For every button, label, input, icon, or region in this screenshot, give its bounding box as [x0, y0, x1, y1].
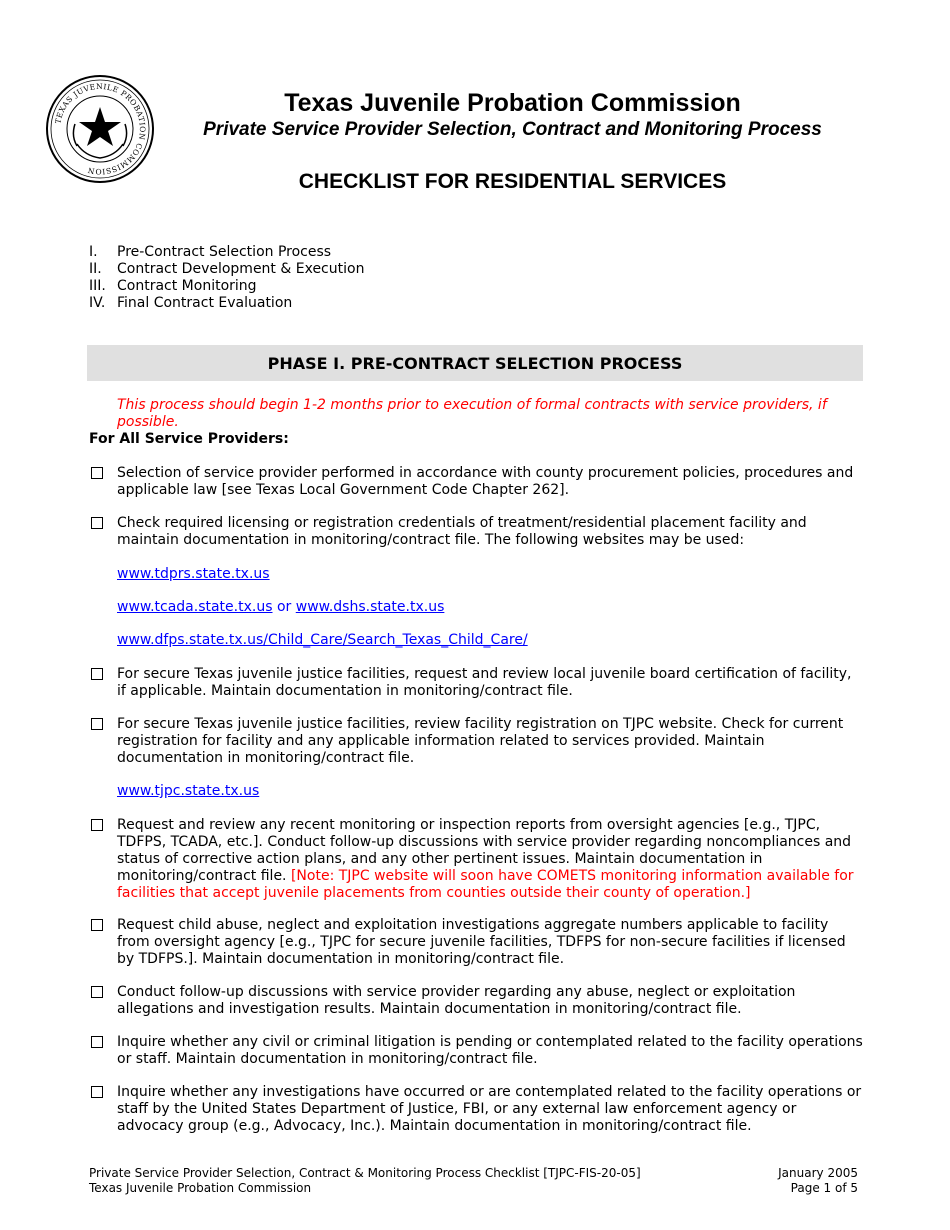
outline-item — [89, 295, 364, 312]
outline-label: Contract Development & Execution — [117, 261, 365, 277]
dfps-link[interactable]: www.dfps.state.tx.us/Child_Care/Search_Texas_Child_Care/ — [117, 632, 528, 648]
checkbox[interactable] — [91, 517, 103, 529]
checklist-item-text: Selection of service provider performed in accordance with county procurement policies, procedures and applicable law [see Texas Local Government Code Chapter 262]. — [117, 465, 854, 498]
page-footer — [89, 1166, 858, 1196]
checkbox[interactable] — [91, 718, 103, 730]
phase-intro-note: This process should begin 1-2 months prior to execution of formal contracts with service providers, if possible. — [117, 397, 827, 430]
checkbox[interactable] — [91, 986, 103, 998]
checklist-item-text: Request child abuse, neglect and exploitation investigations aggregate numbers applicable to facility from oversight agency [e.g., TJPC for secure juvenile facilities, TDFPS for non-secure facilities if licensed by TDFPS.]. Maintain documentation in monitoring/contract file. — [117, 917, 846, 967]
checklist-item-body — [117, 817, 864, 902]
footer-organization: Texas Juvenile Probation Commission — [89, 1181, 312, 1195]
dshs-link[interactable]: www.dshs.state.tx.us — [295, 599, 445, 615]
checklist-item-text: Check required licensing or registration credentials of treatment/residential placement facility and maintain documentation in monitoring/contract file. The following websites may be used: — [117, 515, 807, 548]
footer-document-title: Private Service Provider Selection, Contract & Monitoring Process Checklist [TJPC-FIS-20-05] — [89, 1166, 641, 1180]
checklist-item-text: For secure Texas juvenile justice facilities, request and review local juvenile board certification of facility, if applicable. Maintain documentation in monitoring/contract file. — [117, 666, 852, 699]
title-block — [180, 88, 845, 195]
seal-ring-text: TEXAS JUVENILE PROBATION COMMISSION — [53, 81, 148, 177]
outline-item — [89, 244, 364, 261]
checklist-item — [89, 465, 864, 499]
tjpc-link[interactable]: www.tjpc.state.tx.us — [117, 783, 260, 799]
checklist-item-text: Inquire whether any investigations have occurred or are contemplated related to the facility operations or staff by the United States Department of Justice, FBI, or any external law enforcement agency or advocacy group (e.g., Advocacy, Inc.). Maintain documentation in monitoring/contract file. — [117, 1084, 862, 1134]
phase-outline — [89, 244, 364, 312]
outline-number: III. — [89, 278, 106, 294]
checklist-item — [89, 1034, 864, 1068]
phase-heading — [87, 345, 863, 381]
website-link-row — [117, 632, 528, 649]
checkbox[interactable] — [91, 1086, 103, 1098]
comets-note: [Note: TJPC website will soon have COMETS monitoring information available for facilities that accept juvenile placements from counties outside their county of operation.] — [117, 868, 854, 901]
checklist-item — [89, 917, 864, 968]
checklist-item-text: Request and review any recent monitoring or inspection reports from oversight agencies [e.g., TJPC, TDFPS, TCADA, etc.]. Conduct follow-up discussions with service provider regarding noncompliances and status of corrective action plans, and any other pertinent issues. Maintain documentation in monitoring/contract file. — [117, 817, 852, 884]
footer-date: January 2005 — [778, 1166, 858, 1180]
tdprs-link[interactable]: www.tdprs.state.tx.us — [117, 566, 270, 582]
outline-label: Pre-Contract Selection Process — [117, 244, 332, 260]
phase-title: PHASE I. PRE-CONTRACT SELECTION PROCESS — [267, 353, 683, 373]
outline-label: Contract Monitoring — [117, 278, 257, 294]
outline-number: I. — [89, 244, 98, 260]
outline-item — [89, 278, 364, 295]
checklist-title: CHECKLIST FOR RESIDENTIAL SERVICES — [298, 170, 727, 193]
website-link-row — [117, 783, 259, 800]
tcada-link[interactable]: www.tcada.state.tx.us — [117, 599, 273, 615]
checkbox[interactable] — [91, 819, 103, 831]
checklist-item — [89, 716, 864, 767]
footer-page-number: Page 1 of 5 — [790, 1181, 858, 1195]
checkbox[interactable] — [91, 467, 103, 479]
provider-subheading: For All Service Providers: — [89, 431, 289, 447]
website-link-row — [117, 566, 270, 583]
organization-title: Texas Juvenile Probation Commission — [284, 89, 741, 117]
checkbox[interactable] — [91, 1036, 103, 1048]
checkbox[interactable] — [91, 919, 103, 931]
outline-number: IV. — [89, 295, 106, 311]
checklist-item — [89, 817, 864, 902]
commission-seal — [45, 74, 155, 184]
checklist-item-text: Inquire whether any civil or criminal litigation is pending or contemplated related to the facility operations or staff. Maintain documentation in monitoring/contract file. — [117, 1034, 863, 1067]
checklist-item-text: Conduct follow-up discussions with service provider regarding any abuse, neglect or exploitation allegations and investigation results. Maintain documentation in monitoring/contract file. — [117, 984, 796, 1017]
outline-item — [89, 261, 364, 278]
checklist-item — [89, 515, 864, 549]
document-subtitle: Private Service Provider Selection, Contract and Monitoring Process — [203, 119, 822, 140]
outline-label: Final Contract Evaluation — [117, 295, 293, 311]
checklist-item-text: For secure Texas juvenile justice facilities, review facility registration on TJPC website. Check for current registration for facility and any applicable information related to services provided. Maintain documentation in monitoring/contract file. — [117, 716, 844, 766]
checklist-item — [89, 1084, 864, 1135]
checklist-item — [89, 666, 864, 700]
checklist-item — [89, 984, 864, 1018]
checkbox[interactable] — [91, 668, 103, 680]
or-text: or — [276, 599, 292, 615]
website-link-row — [117, 599, 444, 616]
outline-number: II. — [89, 261, 102, 277]
